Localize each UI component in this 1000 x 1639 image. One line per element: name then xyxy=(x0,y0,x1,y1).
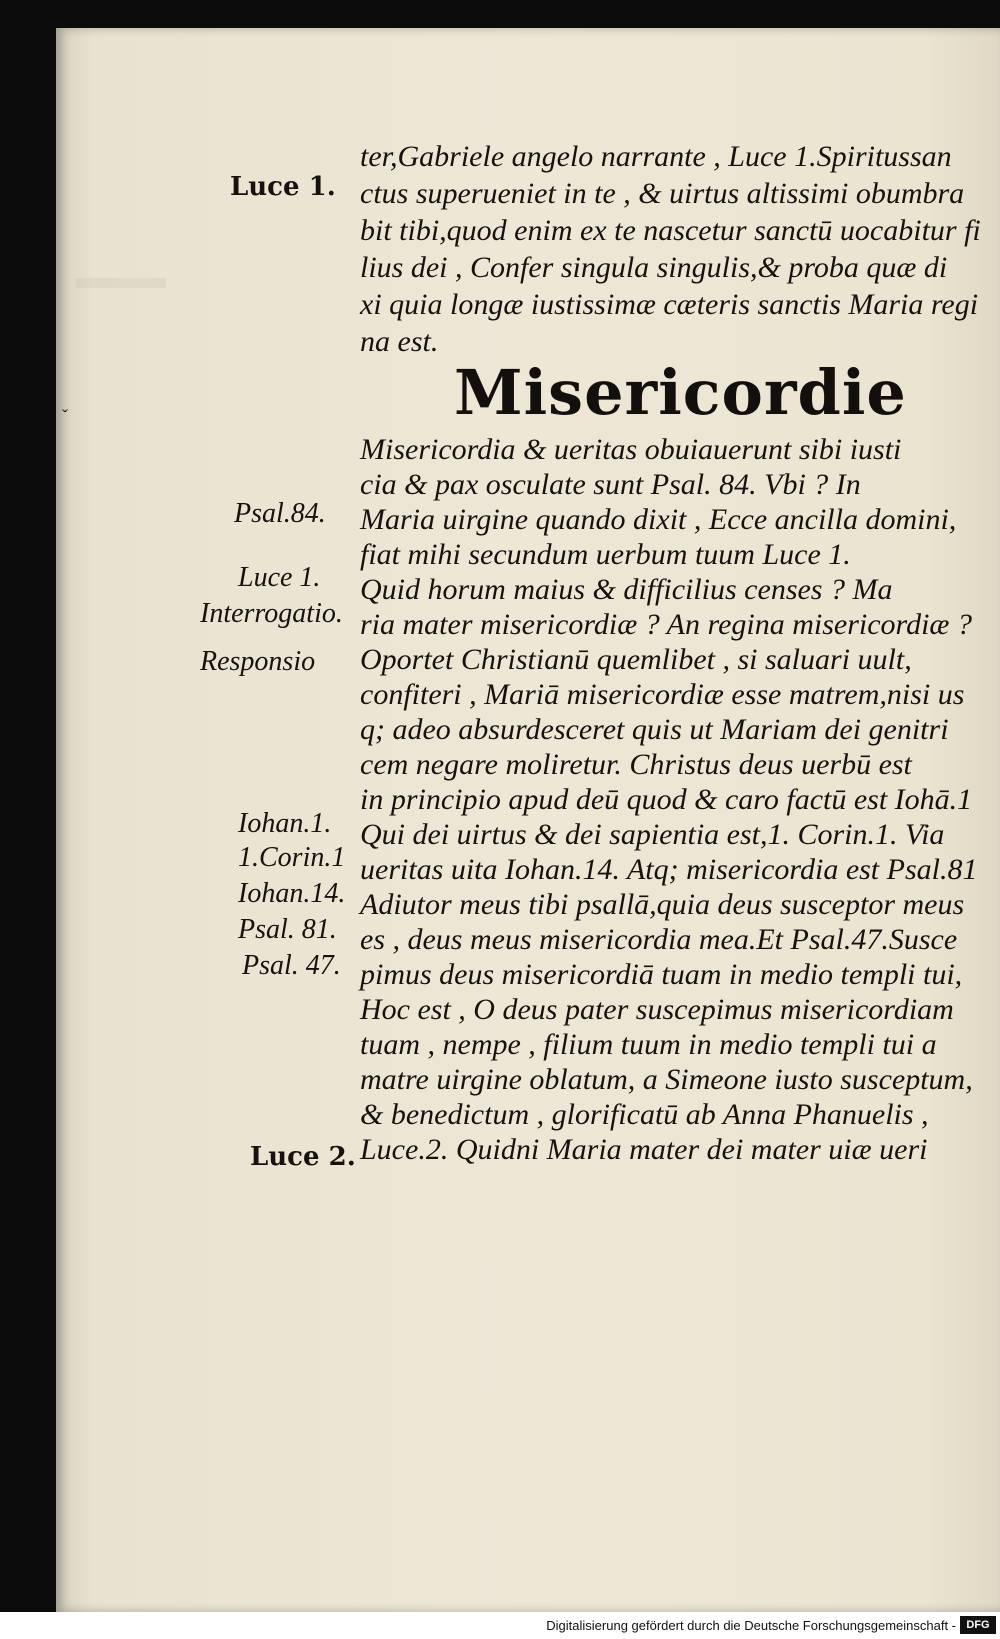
text-line: bit tibi,quod enim ex te nascetur sanctū uocabitur fi xyxy=(360,214,981,247)
margin-note: Luce 2. xyxy=(250,1142,356,1172)
text-line: na est. xyxy=(360,325,439,358)
margin-note: Iohan.14. xyxy=(238,878,346,909)
text-line: ctus superueniet in te , & uirtus altissimi obumbra xyxy=(360,177,965,210)
text-line: matre uirgine oblatum, a Simeone iusto susceptum, xyxy=(360,1063,973,1096)
book-page xyxy=(56,28,1000,1612)
text-line: Maria uirgine quando dixit , Ecce ancilla domini, xyxy=(360,503,957,536)
text-line: confiteri , Mariā misericordiæ esse matrem,nisi us xyxy=(360,678,965,711)
text-line: cia & pax osculate sunt Psal. 84. Vbi ? In xyxy=(360,468,861,501)
margin-note: Luce 1. xyxy=(238,562,321,593)
text-line: in principio apud deū quod & caro factū est Iohā.1 xyxy=(360,783,973,816)
text-line: pimus deus misericordiā tuam in medio templi tui, xyxy=(360,958,963,991)
margin-note: Psal. 47. xyxy=(242,950,341,981)
text-line: fiat mihi secundum uerbum tuum Luce 1. xyxy=(360,538,851,571)
text-line: ria mater misericordiæ ? An regina misericordiæ ? xyxy=(360,608,972,641)
margin-note: Responsio xyxy=(200,646,316,677)
text-line: & benedictum , glorificatū ab Anna Phanuelis , xyxy=(360,1098,929,1131)
footer-credit: Digitalisierung gefördert durch die Deutsche Forschungsgemeinschaft - xyxy=(546,1618,956,1633)
dfg-logo: DFG xyxy=(960,1616,996,1634)
text-line: Luce.2. Quidni Maria mater dei mater uiæ ueri xyxy=(360,1133,928,1166)
text-line: lius dei , Confer singula singulis,& proba quæ di xyxy=(360,251,948,284)
margin-note: 1.Corin.1 xyxy=(238,842,346,873)
text-line: ter,Gabriele angelo narrante , Luce 1.Spiritussan xyxy=(360,140,952,173)
section-heading: Misericordie xyxy=(454,356,907,429)
text-line: Qui dei uirtus & dei sapientia est,1. Corin.1. Via xyxy=(360,818,945,851)
text-line: Misericordia & ueritas obuiauerunt sibi iusti xyxy=(360,433,902,466)
footer-bar xyxy=(0,1612,1000,1639)
text-line: Quid horum maius & difficilius censes ? Ma xyxy=(360,573,893,606)
text-line: xi quia longæ iustissimæ cæteris sanctis Maria regi xyxy=(360,288,979,321)
margin-note: Psal. 81. xyxy=(238,914,337,945)
text-line: cem negare moliretur. Christus deus uerbū est xyxy=(360,748,912,781)
margin-note: Psal.84. xyxy=(234,498,326,529)
text-line: tuam , nempe , filium tuum in medio templi tui a xyxy=(360,1028,937,1061)
margin-note: Iohan.1. xyxy=(238,808,332,839)
text-line: Hoc est , O deus pater suscepimus misericordiam xyxy=(360,993,954,1026)
margin-note: Interrogatio. xyxy=(200,598,343,629)
text-line: Adiutor meus tibi psallā,quia deus susceptor meus xyxy=(360,888,965,921)
text-line: Oportet Christianū quemlibet , si saluari uult, xyxy=(360,643,912,676)
body-text-top xyxy=(360,138,1000,360)
text-line: q; adeo absurdesceret quis ut Mariam dei genitri xyxy=(360,713,949,746)
body-text-main xyxy=(360,432,1000,1167)
scan-mark: ˇ xyxy=(62,406,68,426)
margin-note: Luce 1. xyxy=(230,172,336,202)
text-line: es , deus meus misericordia mea.Et Psal.47.Susce xyxy=(360,923,958,956)
show-through-mark xyxy=(76,278,166,288)
text-line: ueritas uita Iohan.14. Atq; misericordia est Psal.81 xyxy=(360,853,978,886)
